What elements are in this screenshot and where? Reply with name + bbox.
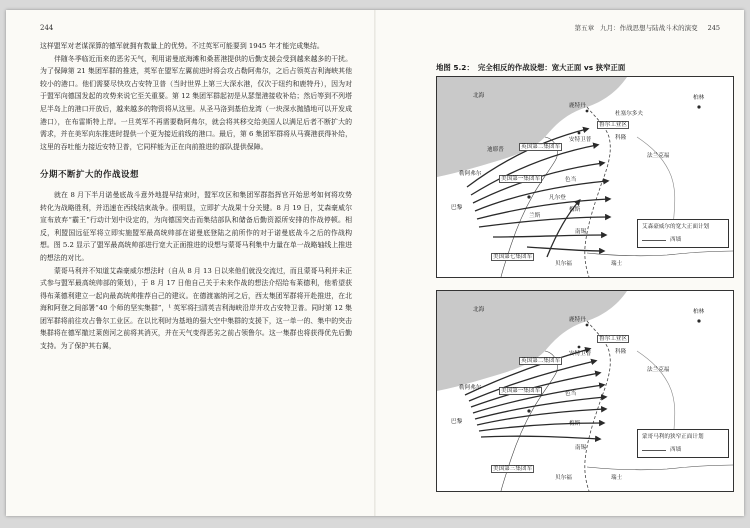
arrow-top-5 [477,199,609,219]
map-bottom-label-us-3rd-army: 美国第三集团军 [493,466,533,472]
left-page-number: 244 [40,24,54,32]
river-top [637,137,675,227]
left-page [6,10,374,516]
map-top-label-sedan: 色当 [565,177,577,183]
map-top-label-antwerp: 安特卫普 [569,137,592,143]
section-heading: 分期不断扩大的作战设想 [40,170,140,181]
map-bottom-label-metz: 梅斯 [569,421,581,427]
map-top-label-british-2nd-army: 英国第二集团军 [521,144,561,150]
map-top-label-cologne: 科隆 [615,135,627,141]
map-bottom-label-sedan: 色当 [565,391,577,397]
map-bottom-label-rotterdam: 鹿特丹 [569,317,586,323]
west-wall-line-bottom [585,321,610,491]
map-top-label-rotterdam: 鹿特丹 [569,103,586,109]
map-bottom-label-nancy: 南锡 [575,445,587,451]
map-bottom-label-belfort: 贝尔福 [555,475,572,481]
map-bottom-label-cologne: 科隆 [615,349,627,355]
arrow-bottom-5 [475,397,605,419]
figure-number: 地图 5.2： [436,63,474,72]
map-top-label-belfort: 贝尔福 [555,261,572,267]
map-broad-front [436,76,734,278]
map-top-legend-line-label: 西墙 [670,237,682,243]
map-bottom-label-switzerland: 瑞士 [611,475,623,481]
city-dot-rotterdam [586,110,589,113]
map-bottom-label-antwerp: 安特卫普 [569,351,592,357]
map-bottom-label-ruhr: 鲁尔工业区 [599,336,627,342]
map-bottom-label-le-havre: 勒阿弗尔 [459,385,482,391]
map-top-label-frankfurt: 法兰克福 [647,153,670,159]
city-dot-berlin [697,105,700,108]
paragraph-2: 伴随冬季临近而来的恶劣天气，利用诺曼底海滩和桑葚港提供的后勤支援会受到越来越多的干扰。为了保障第 21 集团军群的推进，英军在盟军左翼前进时将会攻占勒阿弗尔，之后占领英吉利海峡其他较小的港口。他们需要尽快攻占安特卫普（当时世界上第三大深水港，仅次于纽约和鹿特丹），因为对于盟军向德国发起的攻势来说它至关重要。第 12 集团军群起初是从瑟堡港接收补给；然后等到不列塔尼半岛上的港口开放后，越来越多的物资将从这里。从圣马洛到基伯龙湾（一块深水抛锚地可以开发成港口），在布雷斯特上岸。一旦英军不再需要勒阿弗尔，就会将其移交给美国人以满足后者不断扩大的需求，并在美军向东推进时提供一个更为接近前线的港口。最后，第 6 集团军群将从马赛港获得补给，这里的吞吐能力接近安特卫普，它同样能为正在向前推进的部队提供保障。 [40,54,352,151]
city-dot-paris-b [527,409,530,412]
map-bottom-label-paris: 巴黎 [451,419,463,425]
map-top-label-reims: 兰斯 [529,213,541,219]
city-dot-paris [527,195,530,198]
map-top-legend [637,219,729,248]
left-body-text [40,40,352,353]
map-bottom-legend-title: 蒙哥马利的狭窄正面计划 [642,434,704,440]
map-top-label-berlin: 柏林 [693,95,705,101]
city-dot-antwerp [578,132,581,135]
map-bottom-label-berlin: 柏林 [693,309,705,315]
figure-title [436,62,625,73]
map-top-label-dieppe: 迪耶普 [487,147,504,153]
running-head-chapter: 第五章 [574,24,595,32]
arrow-bottom-8 [481,436,599,439]
map-top-label-ruhr: 鲁尔工业区 [599,122,627,128]
map-narrow-front [436,290,734,492]
map-bottom-label-us-1st-army: 美国第一集团军 [501,388,541,394]
arrow-top-8 [527,247,603,251]
map-top-label-north-sea: 北海 [473,93,485,99]
paragraph-1: 这样盟军对老谋深算的德军就拥有数量上的优势。不过英军可能要到 1945 年才能完成集结。 [40,42,324,50]
arrow-top-7 [493,235,605,237]
map-bottom-legend-line-label: 西墙 [670,447,682,453]
map-top-legend-title: 艾森豪威尔的宽大正面计划 [642,224,710,230]
running-head-title: 九月：作战思想与陆战斗术的演变 [600,24,698,32]
river-bottom [637,351,675,441]
arrow-top-4 [475,181,607,211]
paragraph-3: 就在 8 月下半月诺曼底战斗意外地提早结束时，盟军攻区和集团军群指挥官开始思考如何将攻势转化为战略胜利，并迅速在西线结束战争。很明显，立即扩大战果十分关键。8 月 19 日，艾森豪威尔宣布放弃“霸王”行动计划中设定的，为向德国突击而集结部队和储备后勤资源所安排的作战停顿。相反，利盟国远征军将立即实施盟军最高统帅部在诺曼底登陆之前所作的对于诺曼底战斗之后的作战构想。图 5.2 显示了盟军最高统帅部进行宽大正面推进的设想与蒙哥马利集中力量在单一战略轴线上推进的想法的对比。 [40,190,352,262]
map-bottom-label-frankfurt: 法兰克福 [647,367,670,373]
map-bottom-label-north-sea: 北海 [473,307,485,313]
map-top-legend-line-swatch [642,240,666,241]
map-bottom-legend-line-swatch [642,450,666,451]
map-bottom-legend-row [642,446,724,454]
map-top-label-us-1st-army: 美国第一集团军 [501,176,541,182]
figure-caption: 完全相反的作战设想：宽大正面 vs 狭窄正面 [477,63,626,72]
arrow-bottom-7 [479,423,603,431]
paragraph-4: 蒙哥马利并不知道艾森豪威尔想法时（自从 8 月 13 日以来他们就没交流过，而且蒙哥马利并未正式参与盟军最高统帅部的策划），于 8 月 17 日他自己关于未来作战的想法介绍给布莱德利，他希望获得布莱德利建立一起向最高统帅推荐自己的建议。在德渡塞纳河之后，西太集团军群将开赴推进，在北海和阿登之间部署“40 个师的坚实集群”，¹ 英军将扫清英吉利海峡沿岸并攻占安特卫普。同时第 12 集团军群将前往攻占鲁尔工业区。在以比利时为基地的强大空中集群的支援下，这一单一的、集中的突击集群将在德军撤过莱茵河之前将其消灭，并在天气变得恶劣之前占领鲁尔。这一集群也将获得优先后勤支持。为了保护其右翼， [40,266,352,351]
map-bottom-label-british-2nd-army: 英国第二集团军 [521,358,561,364]
map-top-label-le-havre: 勒阿弗尔 [459,171,482,177]
city-dot-rotterdam-b [586,324,589,327]
book-spread [6,10,744,516]
right-page [376,10,744,516]
city-dot-berlin-b [697,319,700,322]
map-top-legend-row [642,236,724,244]
map-top-label-paris: 巴黎 [451,205,463,211]
running-head [575,23,720,32]
map-top-label-metz: 梅斯 [569,207,581,213]
map-top-label-dusseldorf: 杜塞尔多夫 [615,111,643,117]
swiss-border-top [587,251,733,256]
map-top-label-nancy: 南锡 [575,229,587,235]
city-dot-antwerp-b [578,346,581,349]
map-top-label-us-7th-army: 美国第七集团军 [493,254,533,260]
right-page-number: 245 [707,24,720,32]
map-bottom-legend [637,429,729,458]
map-top-label-verdun: 凡尔登 [549,195,566,201]
swiss-border-bottom [587,465,733,470]
map-top-label-switzerland: 瑞士 [611,261,623,267]
